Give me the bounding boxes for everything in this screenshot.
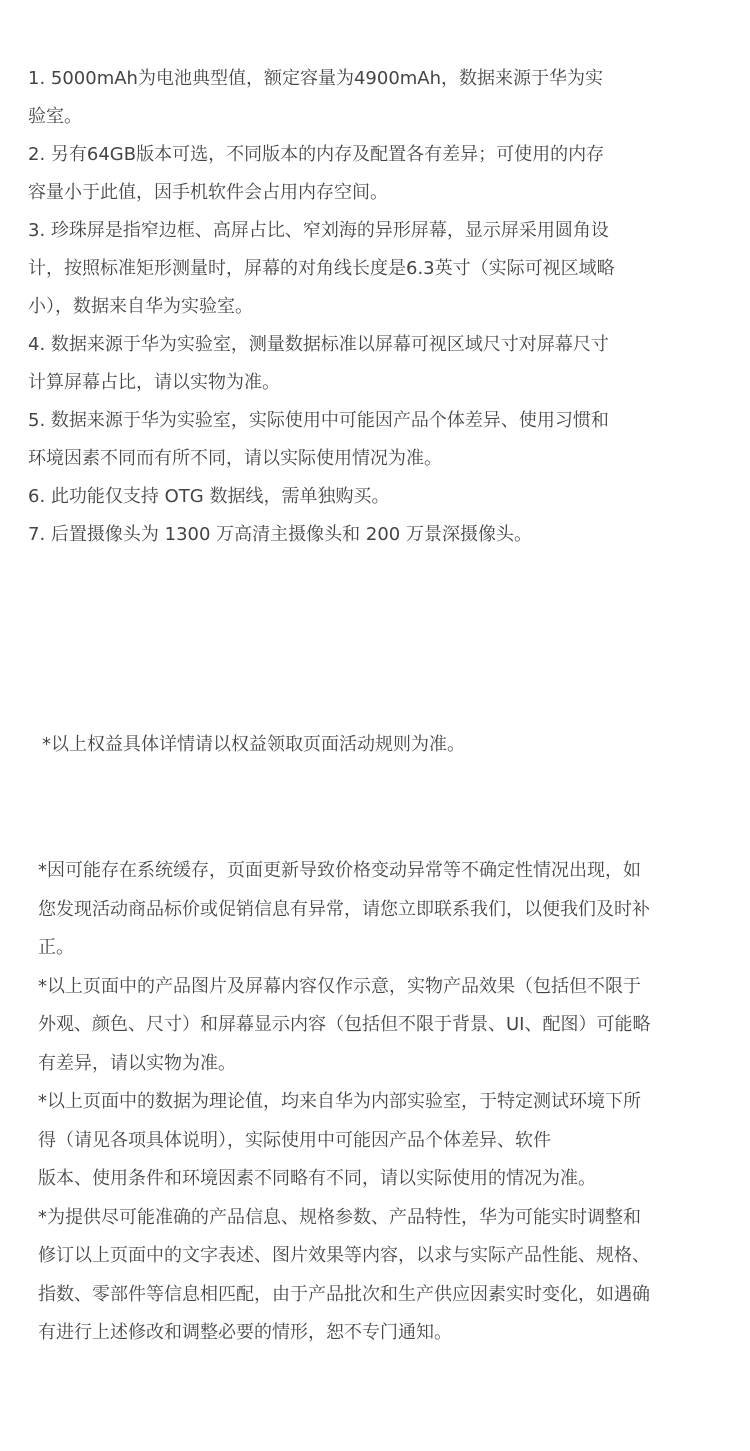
disclaimer-line: 您发现活动商品标价或促销信息有异常，请您立即联系我们，以便我们及时补 xyxy=(38,898,650,920)
disclaimer-line: 正。 xyxy=(38,937,74,958)
disclaimer-line: *以上页面中的数据为理论值，均来自华为内部实验室，于特定测试环境下所 xyxy=(38,1091,641,1112)
footnote-line: 容量小于此值，因手机软件会占用内存空间。 xyxy=(28,182,388,203)
footnote-line: 计，按照标准矩形测量时，屏幕的对角线长度是6.3英寸（实际可视区域略 xyxy=(28,258,615,279)
footnote-line: 小），数据来自华为实验室。 xyxy=(28,296,253,317)
disclaimer-list xyxy=(38,852,738,1353)
footnote-line: 1. 5000mAh为电池典型值，额定容量为4900mAh，数据来源于华为实 xyxy=(28,68,604,89)
footnote-line: 环境因素不同而有所不同，请以实际使用情况为准。 xyxy=(28,448,442,469)
disclaimer-data xyxy=(38,1083,738,1199)
benefit-note: *以上权益具体详情请以权益领取页面活动规则为准。 xyxy=(42,734,465,755)
footnote-2 xyxy=(28,136,728,212)
footnote-line: 验室。 xyxy=(28,106,82,127)
disclaimer-line: 修订以上页面中的文字表述、图片效果等内容，以求与实际产品性能、规格、 xyxy=(38,1245,650,1266)
footnote-4 xyxy=(28,326,728,402)
footnotes-list xyxy=(28,60,728,554)
disclaimer-images xyxy=(38,968,738,1084)
disclaimer-line: 指数、零部件等信息相匹配，由于产品批次和生产供应因素实时变化，如遇确 xyxy=(38,1283,650,1305)
disclaimer-line: 版本、使用条件和环境因素不同略有不同，请以实际使用的情况为准。 xyxy=(38,1168,596,1189)
disclaimer-line: *以上页面中的产品图片及屏幕内容仅作示意，实物产品效果（包括但不限于 xyxy=(38,975,641,997)
disclaimer-updates xyxy=(38,1199,738,1353)
footnote-line: 计算屏幕占比，请以实物为准。 xyxy=(28,372,280,393)
disclaimer-line: 有进行上述修改和调整必要的情形，恕不专门通知。 xyxy=(38,1322,452,1343)
disclaimer-line: 外观、颜色、尺寸）和屏幕显示内容（包括但不限于背景、UI、配图）可能略 xyxy=(38,1014,651,1035)
footnote-7 xyxy=(28,516,728,554)
footnote-line: 6. 此功能仅支持 OTG 数据线，需单独购买。 xyxy=(28,486,390,507)
footnote-1 xyxy=(28,60,728,136)
disclaimer-line: 得（请见各项具体说明），实际使用中可能因产品个体差异、软件 xyxy=(38,1129,551,1151)
footnote-5 xyxy=(28,402,728,478)
disclaimer-line: 有差异，请以实物为准。 xyxy=(38,1052,236,1074)
footnote-line: 5. 数据来源于华为实验室，实际使用中可能因产品个体差异、使用习惯和 xyxy=(28,410,609,431)
disclaimer-line: *为提供尽可能准确的产品信息、规格参数、产品特性，华为可能实时调整和 xyxy=(38,1206,641,1228)
footnote-6 xyxy=(28,478,728,516)
footnote-line: 4. 数据来源于华为实验室，测量数据标准以屏幕可视区域尺寸对屏幕尺寸 xyxy=(28,334,609,355)
disclaimer-line: *因可能存在系统缓存，页面更新导致价格变动异常等不确定性情况出现，如 xyxy=(38,860,641,881)
footnote-line: 3. 珍珠屏是指窄边框、高屏占比、窄刘海的异形屏幕，显示屏采用圆角设 xyxy=(28,220,609,241)
footnote-3 xyxy=(28,212,728,326)
footnote-line: 2. 另有64GB版本可选，不同版本的内存及配置各有差异；可使用的内存 xyxy=(28,144,605,165)
footnote-line: 7. 后置摄像头为 1300 万高清主摄像头和 200 万景深摄像头。 xyxy=(28,524,532,545)
disclaimer-price xyxy=(38,852,738,968)
